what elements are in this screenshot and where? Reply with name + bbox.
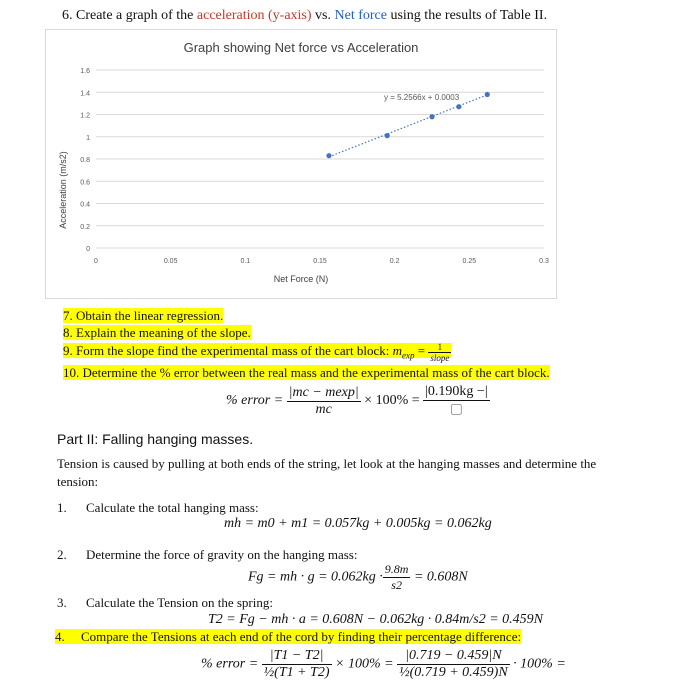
item-4 — [55, 629, 521, 645]
y-tick-label: 1.4 — [80, 90, 90, 98]
item-1-equation: mh = m0 + m1 = 0.057kg + 0.005kg = 0.062kg — [224, 516, 492, 531]
item-4-formula — [201, 648, 566, 681]
error-times: × 100% = — [360, 393, 424, 408]
step-8 — [63, 325, 251, 341]
item-4-text: Compare the Tensions at each end of the cord by finding their percentage difference: — [81, 629, 522, 644]
x-tick-label: 0.15 — [313, 258, 327, 265]
item-3-text: Calculate the Tension on the spring: — [86, 595, 273, 610]
data-point — [385, 133, 390, 138]
y-tick-label: 1 — [86, 134, 90, 142]
error-num2: |0.190kg −| — [425, 384, 488, 399]
item-2-frac-num: 9.8m — [384, 562, 409, 576]
x-tick-label: 0.2 — [389, 258, 400, 265]
item-2-text: Determine the force of gravity on the hanging mass: — [86, 547, 358, 562]
step-7-text: 7. Obtain the linear regression. — [63, 308, 224, 323]
item-4-num1: |T1 − T2| — [262, 648, 332, 665]
q6-prefix: 6. Create a graph of the — [62, 8, 197, 23]
trendline — [329, 95, 487, 157]
data-point — [485, 92, 490, 97]
q6-acceleration: acceleration (y-axis) — [196, 8, 312, 23]
step-9-num: 1 — [428, 342, 451, 353]
step-9-text: 9. Form the slope find the experimental mass of the cart block: — [63, 343, 393, 359]
grid — [96, 70, 544, 248]
y-tick-label: 1.6 — [80, 68, 90, 75]
step-9-sub: exp — [402, 351, 415, 362]
y-tick-label: 0.8 — [80, 157, 90, 164]
error-num: |mc − mexp| — [288, 384, 359, 400]
step-10 — [63, 365, 550, 381]
item-4-number: 4. — [55, 629, 65, 644]
x-tick-label: 0.05 — [163, 258, 178, 265]
trendline-equation: y = 5.2566x + 0.0003 — [384, 93, 460, 102]
item-2-rhs: = 0.608N — [413, 569, 468, 585]
data-point — [429, 114, 434, 119]
x-tick-label: 0.3 — [539, 258, 549, 265]
q6-net-force: Net force — [334, 8, 387, 23]
item-2-frac-den: s2 — [391, 578, 402, 592]
item-4-den1: ½(T1 + T2) — [263, 665, 330, 680]
item-4-den2: ½(0.719 + 0.459)N — [399, 665, 508, 680]
question-6 — [62, 8, 547, 24]
x-tick-label: 0 — [94, 258, 98, 265]
data-point — [326, 153, 331, 158]
x-tick-label: 0.25 — [462, 258, 477, 265]
item-4-end: · 100% = — [509, 656, 566, 672]
item-4-times: × 100% = — [331, 656, 398, 672]
step-8-text: 8. Explain the meaning of the slope. — [63, 325, 251, 340]
error-den: mc — [315, 401, 332, 417]
x-tick-label: 0.1 — [240, 258, 251, 265]
item-1-text: Calculate the total hanging mass: — [86, 500, 259, 515]
data-point — [456, 104, 461, 109]
item-2-lhs: Fg = mh · g = 0.062kg · — [248, 569, 383, 585]
step-9-eq: = — [414, 343, 429, 359]
step-10-text: 10. Determine the % error between the real mass and the experimental mass of the cart block. — [63, 365, 550, 380]
item-4-num2: |0.719 − 0.459|N — [397, 648, 510, 665]
x-axis-label: Net Force (N) — [273, 274, 329, 284]
y-tick-label: 1.2 — [80, 112, 90, 120]
q6-vs: vs. — [311, 8, 335, 23]
chart-container — [45, 29, 557, 299]
item-2-equation — [248, 562, 468, 593]
y-tick-label: 0.2 — [80, 223, 90, 231]
item-4-lhs: % error = — [201, 656, 262, 672]
item-3-number: 3. — [57, 595, 67, 610]
y-axis-label: Acceleration (m/s2) — [58, 151, 68, 229]
y-tick-label: 0.4 — [80, 201, 90, 209]
y-tick-label: 0 — [86, 246, 90, 253]
step-9-den: slope — [430, 353, 450, 363]
error-lhs: % error = — [226, 393, 287, 408]
item-3-equation: T2 = Fg − mh · a = 0.608N − 0.062kg · 0.84m/s2 = 0.459N — [208, 612, 544, 627]
y-tick-label: 0.6 — [80, 179, 90, 187]
trendline-group — [329, 95, 487, 157]
step-7 — [63, 308, 223, 324]
item-2-number: 2. — [57, 547, 67, 562]
scatter-chart — [46, 30, 556, 298]
q6-suffix: using the results of Table II. — [386, 8, 548, 23]
part2-intro-line2: tension: — [57, 474, 99, 489]
item-1-number: 1. — [57, 500, 67, 515]
part2-heading: Part II: Falling hanging masses. — [57, 431, 254, 447]
step-9 — [63, 342, 451, 363]
chart-title: Graph showing Net force vs Acceleration — [183, 40, 419, 55]
part2-intro-line1: Tension is caused by pulling at both ends of the string, let look at the hanging masses and determine the — [57, 456, 597, 471]
error-den2: ▢ — [449, 402, 463, 417]
error-formula — [226, 384, 490, 418]
step-9-m: m — [392, 343, 402, 359]
